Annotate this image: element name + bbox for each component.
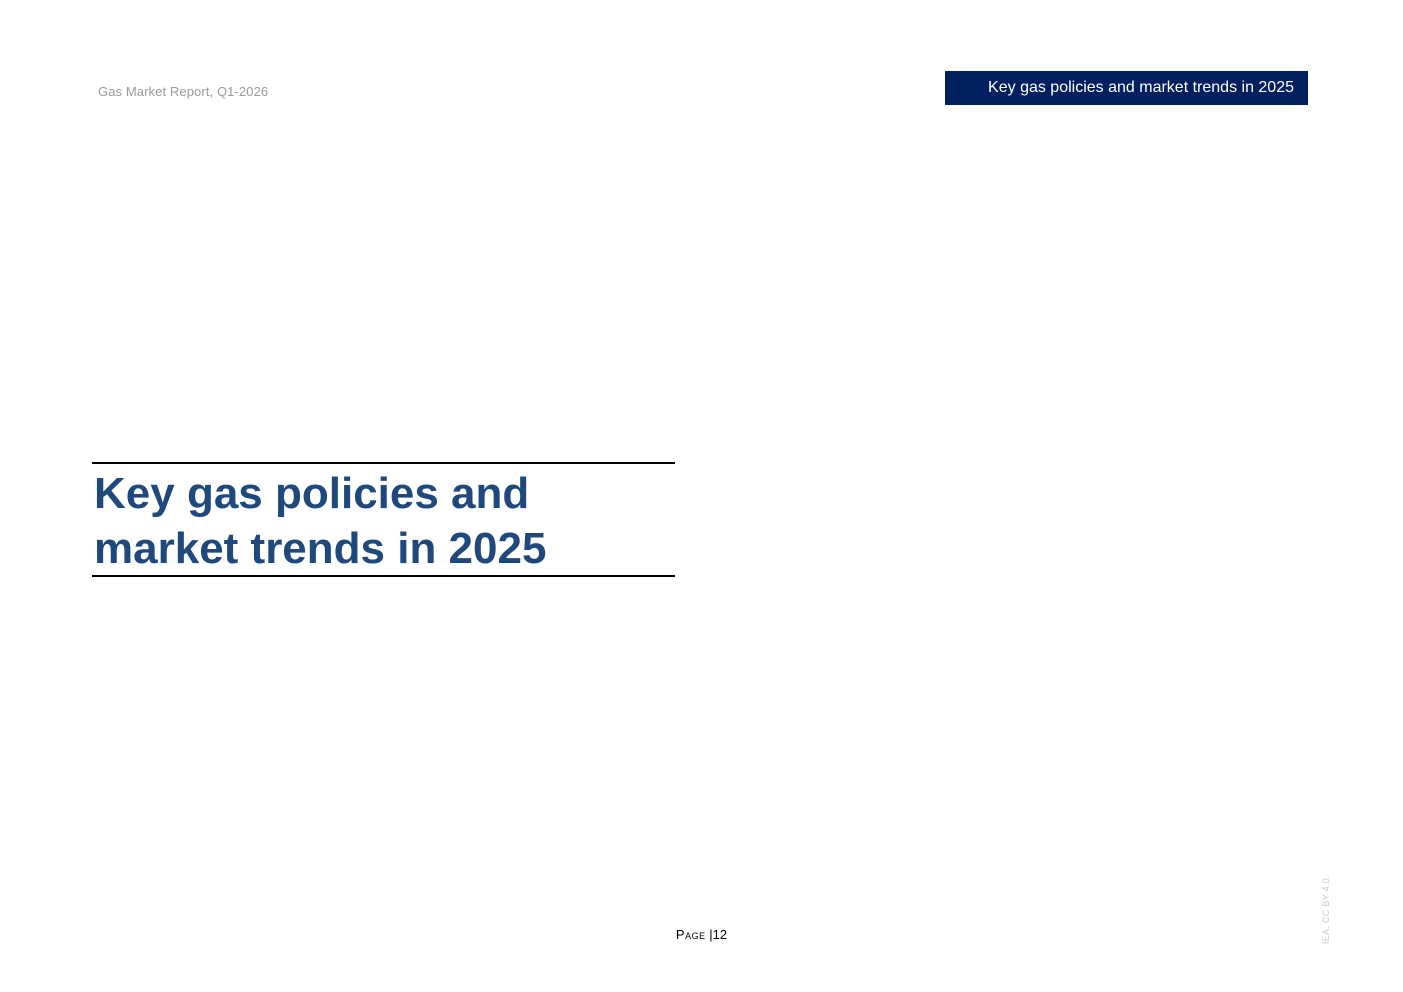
page-separator: | <box>709 927 713 942</box>
section-title: Key gas policies and market trends in 2025 <box>94 469 547 573</box>
page-number <box>0 927 1403 942</box>
section-title-block <box>92 462 675 577</box>
page-label: Page <box>675 927 706 942</box>
license-notice: IEA. CC BY 4.0. <box>1321 875 1331 944</box>
section-tag-label: Key gas policies and market trends in 2025 <box>988 79 1294 96</box>
report-name: Gas Market Report, Q1-2026 <box>98 84 269 99</box>
page-number-value: 12 <box>712 927 728 942</box>
section-tag <box>945 71 1308 105</box>
